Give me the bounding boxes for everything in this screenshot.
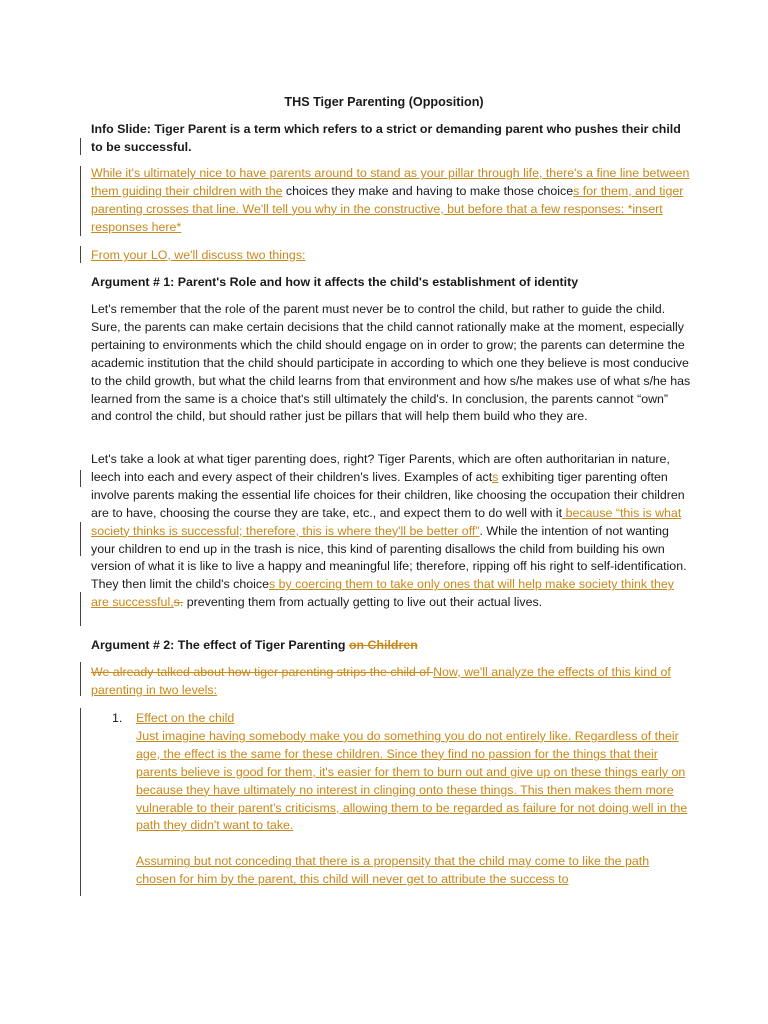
change-bar <box>80 662 81 696</box>
change-bar <box>80 522 81 556</box>
change-bar <box>80 166 81 236</box>
inserted-text: While it's ultimately nice to have parents around to stand as your pillar through life, there's a fine line between them guiding their children with the <box>91 166 690 198</box>
spacer <box>136 835 692 853</box>
info-slide: Info Slide: Tiger Parent is a term which refers to a strict or demanding parent who pushes their child to be successful. <box>91 122 681 154</box>
inserted-text: Now, we'll analyze the effects of this kind of parenting in two levels: <box>91 665 671 697</box>
change-bar <box>80 470 81 487</box>
body-text: preventing them from actually getting to live out their actual lives. <box>183 595 543 610</box>
list-number: 1. <box>112 711 123 725</box>
body-text: Let's take a look at what tiger parenting does, right? Tiger Parents, which are often authoritarian in nature, leech into each and every aspect of their children's lives. Examples of act <box>91 452 670 484</box>
from-lo-line <box>91 247 691 265</box>
change-bar <box>80 708 81 896</box>
inserted-text: s for them, and tiger parenting crosses that line. We'll tell you why in the constructive, but before that a few responses: *insert responses here* <box>91 183 684 234</box>
body-text: . While the intention of not wanting your children to end up in the trash is nice, this kind of parenting disallows the child from building his own version of what it is like to live a happy and meaningful life; therefore, ripping off his right to self-identification. They then limit the child's choice <box>91 523 687 592</box>
change-bar <box>80 592 81 626</box>
document-title: THS Tiger Parenting (Opposition) <box>284 95 484 109</box>
deleted-text: We already talked about how tiger parenting strips the child of <box>91 665 434 679</box>
inserted-text: s <box>492 469 499 484</box>
inserted-text: s by coercing them to take only ones that will help make society think they are successful, <box>91 577 674 610</box>
argument-1-heading: Argument # 1: Parent's Role and how it affects the child's establishment of identity <box>91 275 579 289</box>
list-item-heading: Effect on the child <box>136 711 235 725</box>
argument-1-paragraph-1: Let's remember that the role of the parent must never be to control the child, but rather to guide the child. Sure, the parents can make certain decisions that the child cannot rationally make at the moment, especially pertaining to environments which the child should engage on in order to grow; the parents can determine the academic institution that the child should participate in according to which one they believe is most conducive to the child growth, but what the child learns from that environment and how s/he makes use of what s/he has learned from the same is a choice that's still ultimately the child's. In conclusion, the parents cannot “own” and control the child, but should rather just be pillars that will help them build who they are. <box>91 302 691 424</box>
list-item-text: Assuming but not conceding that there is a propensity that the child may come to like the path chosen for him by the parent, this child will never get to attribute the success to <box>136 854 650 887</box>
change-bar <box>80 138 81 155</box>
list-item-text: Just imagine having somebody make you do something you do not entirely like. Regardless of their age, the effect is the same for these children. Since they find no passion for the things that their parents believe is good for them, it's easier for them to burn out and give up on these things early on because they have ultimately no interest in clinging onto these things. This then makes them more vulnerable to their parent's criticisms, allowing them to be regarded as failure for not doing well in the path they didn't want to take. <box>136 728 688 833</box>
argument-2-heading <box>91 637 691 655</box>
body-text: exhibiting tiger parenting often involve parents making the essential life choices for their children, like choosing the occupation their children are to have, choosing the course they are take, etc., and expect them to do well with it <box>91 469 685 520</box>
intro-text: choices they make and having to make those choice <box>282 183 574 198</box>
change-bar <box>80 246 81 263</box>
deleted-text: s. <box>173 595 184 610</box>
intro-paragraph <box>91 165 691 237</box>
deleted-text: on Children <box>348 638 418 652</box>
argument-2-intro <box>91 664 691 700</box>
heading-text: Argument # 2: The effect of Tiger Parenting <box>91 638 349 652</box>
list-item-body <box>136 710 692 889</box>
argument-1-paragraph-2 <box>91 451 691 612</box>
inserted-text: because “this is what society thinks is successful; therefore, this is where they'll be better off” <box>91 505 682 538</box>
inserted-text: From your LO, we'll discuss two things: <box>91 248 306 262</box>
